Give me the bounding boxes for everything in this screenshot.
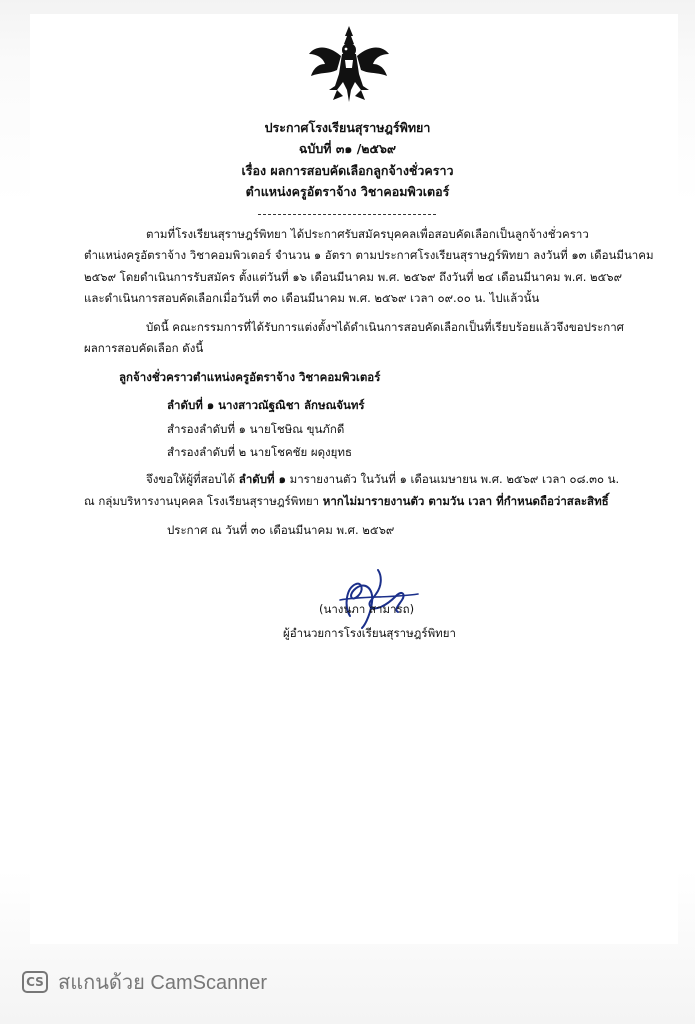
signatory-title: ผู้อำนวยการโรงเรียนสุราษฎร์พิทยา xyxy=(283,626,456,640)
subject-line: เรื่อง ผลการสอบคัดเลือกลูกจ้างชั่วคราว xyxy=(241,163,454,178)
announce-date: ประกาศ ณ วันที่ ๓๐ เดือนมีนาคม พ.ศ. ๒๕๖๙ xyxy=(167,523,395,537)
report-rank: ลำดับที่ ๑ xyxy=(238,472,286,486)
report-datetime: มารายงานตัว ในวันที่ ๑ เดือนเมษายน พ.ศ. ๒๕๖๙ เวลา ๐๘.๓๐ น. xyxy=(285,472,620,486)
results-heading: ลูกจ้างชั่วคราวตำแหน่งครูอัตราจ้าง วิชาคอมพิวเตอร์ xyxy=(119,370,381,384)
paragraph3-line2 xyxy=(84,492,609,510)
paragraph1-line4: และดำเนินการสอบคัดเลือกเมื่อวันที่ ๓๐ เดือนมีนาคม พ.ศ. ๒๕๖๙ เวลา ๐๙.๐๐ น. ไปแล้วนั้น xyxy=(84,291,540,305)
camscanner-logo-icon: CS xyxy=(22,971,48,993)
paragraph2-line1: บัดนี้ คณะกรรมการที่ได้รับการแต่งตั้งฯได้ดำเนินการสอบคัดเลือกเป็นที่เรียบร้อยแล้วจึงขอประกาศ xyxy=(146,320,624,334)
paragraph2-line2: ผลการสอบคัดเลือก ดังนี้ xyxy=(84,341,204,355)
report-location: ณ กลุ่มบริหารงานบุคคล โรงเรียนสุราษฎร์พิทยา xyxy=(84,494,323,508)
issue-number: ฉบับที่ ๓๑ /๒๕๖๙ xyxy=(298,141,397,156)
camscanner-watermark xyxy=(22,968,267,996)
rank1-winner: ลำดับที่ ๑ นางสาวณัฐณิชา ลักษณจันทร์ xyxy=(167,398,365,412)
position-line: ตำแหน่งครูอัตราจ้าง วิชาคอมพิวเตอร์ xyxy=(245,184,450,199)
signatory-name: (นางนภา สามารถ) xyxy=(319,602,415,616)
paragraph1-line2: ตำแหน่งครูอัตราจ้าง วิชาคอมพิวเตอร์ จำนวน ๑ อัตรา ตามประกาศโรงเรียนสุราษฎร์พิทยา ลงวันที่ ๑๓ เดือนมีนาคม xyxy=(84,248,654,262)
reserve1: สำรองลำดับที่ ๑ นายโชษิณ ขุนภักดี xyxy=(167,422,345,436)
forfeit-notice: หากไม่มารายงานตัว ตามวัน เวลา ที่กำหนดถือว่าสละสิทธิ์ xyxy=(322,494,609,508)
paragraph1-line3: ๒๕๖๙ โดยดำเนินการรับสมัคร ตั้งแต่วันที่ ๑๖ เดือนมีนาคม พ.ศ. ๒๕๖๙ ถึงวันที่ ๒๔ เดือนมีนาคม พ.ศ. ๒๕๖๙ xyxy=(84,270,623,284)
announcement-title: ประกาศโรงเรียนสุราษฎร์พิทยา xyxy=(264,120,431,135)
reserve2: สำรองลำดับที่ ๒ นายโชคชัย ผดุงยุทธ xyxy=(167,445,353,459)
paragraph1-line1: ตามที่โรงเรียนสุราษฎร์พิทยา ได้ประกาศรับสมัครบุคคลเพื่อสอบคัดเลือกเป็นลูกจ้างชั่วคราว xyxy=(146,227,589,241)
watermark-text: สแกนด้วย CamScanner xyxy=(58,972,268,994)
garuda-emblem-icon xyxy=(307,24,391,104)
paragraph3-line1 xyxy=(146,470,619,488)
divider-line xyxy=(258,214,436,215)
report-instruction: จึงขอให้ผู้ที่สอบได้ xyxy=(146,472,239,486)
